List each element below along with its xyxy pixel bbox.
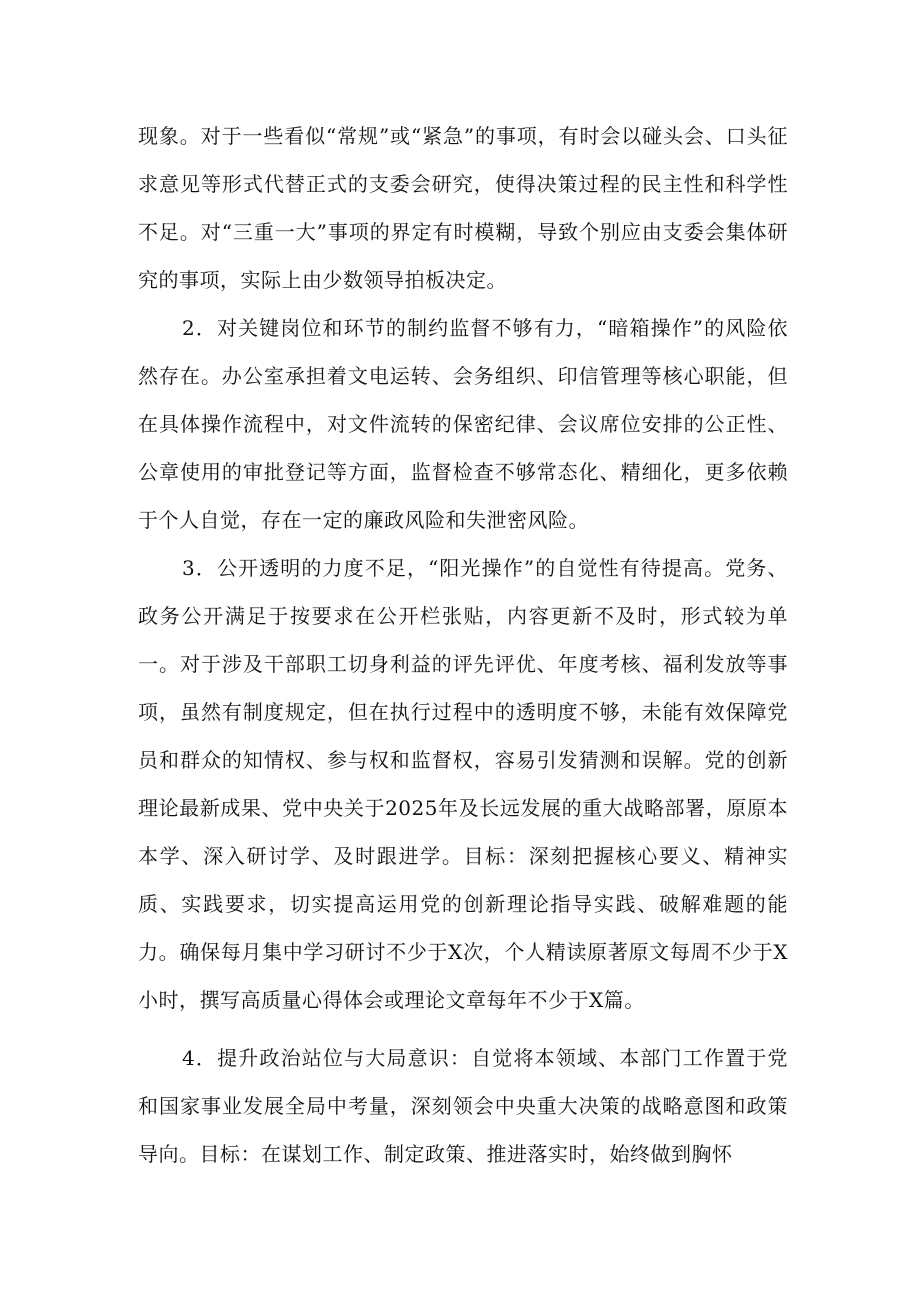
paragraph-item-4: 4．提升政治站位与大局意识：自觉将本领域、本部门工作置于党和国家事业发展全局中考量，深刻领会中央重大决策的战略意图和政策导向。目标：在谋划工作、制定政策、推进落实时，始终做到胸怀 (138, 1046, 788, 1166)
paragraph-item-3: 3．公开透明的力度不足，“阳光操作”的自觉性有待提高。党务、政务公开满足于按要求在公开栏张贴，内容更新不及时，形式较为单一。对于涉及干部职工切身利益的评先评优、年度考核、福利发放等事项，虽然有制度规定，但在执行过程中的透明度不够，未能有效保障党员和群众的知情权、参与权和监督权，容易引发猜测和误解。党的创新理论最新成果、党中央关于2025年及长远发展的重大战略部署，原原本本学、深入研讨学、及时跟进学。目标：深刻把握核心要义、精神实质、实践要求，切实提高运用党的创新理论指导实践、破解难题的能力。确保每月集中学习研讨不少于X次，个人精读原著原文每周不少于X小时，撰写高质量心得体会或理论文章每年不少于X篇。 (138, 556, 788, 1012)
document-body (138, 112, 788, 1178)
paragraph-continuation: 现象。对于一些看似“常规”或“紧急”的事项，有时会以碰头会、口头征求意见等形式代替正式的支委会研究，使得决策过程的民主性和科学性不足。对“三重一大”事项的界定有时模糊，导致个别应由支委会集体研究的事项，实际上由少数领导拍板决定。 (138, 124, 788, 292)
paragraph-item-2: 2．对关键岗位和环节的制约监督不够有力，“暗箱操作”的风险依然存在。办公室承担着文电运转、会务组织、印信管理等核心职能，但在具体操作流程中，对文件流转的保密纪律、会议席位安排的公正性、公章使用的审批登记等方面，监督检查不够常态化、精细化，更多依赖于个人自觉，存在一定的廉政风险和失泄密风险。 (138, 316, 788, 532)
